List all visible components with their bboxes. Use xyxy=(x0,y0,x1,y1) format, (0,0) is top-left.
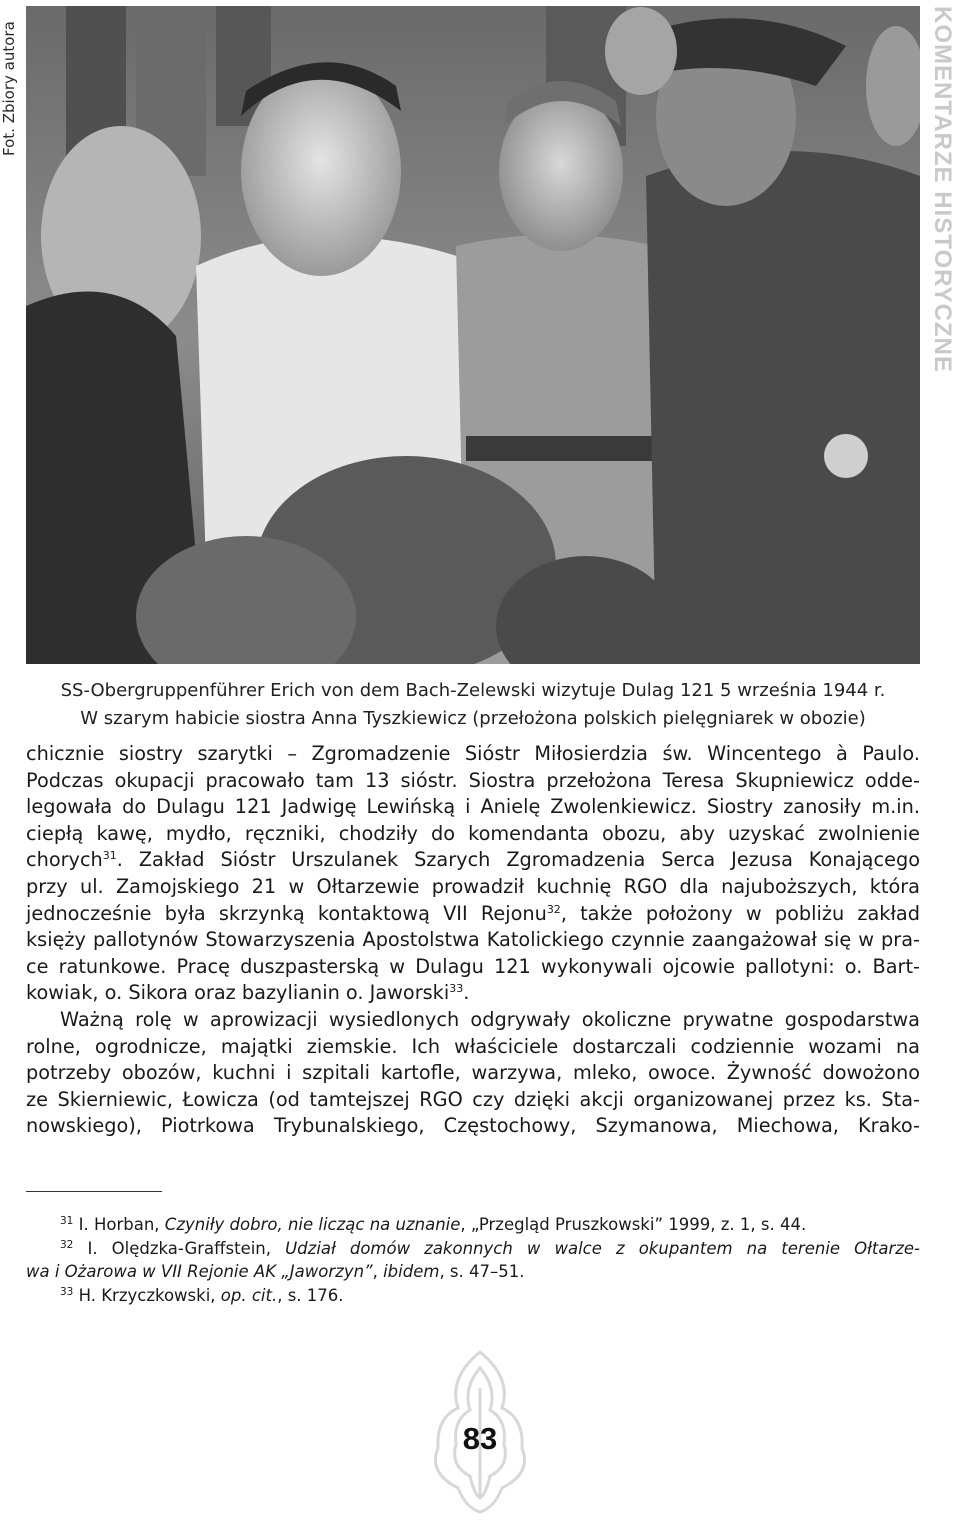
italic-title: op. cit. xyxy=(220,1285,278,1305)
text-segment: chicznie siostry szarytki – Zgromadzenie Sióstr Miłosierdzia św. Wincentego à Paulo. xyxy=(26,742,920,765)
text-segment: księży pallotynów Stowarzyszenia Apostolstwa Katolickiego czynnie zaangażował się w pra- xyxy=(26,928,920,952)
text-segment: , xyxy=(372,1262,384,1281)
text-segment: H. Krzyczkowski, xyxy=(73,1285,221,1305)
text-line xyxy=(26,980,920,1007)
footnote-line xyxy=(26,1237,920,1261)
text-line xyxy=(26,1034,920,1061)
text-line xyxy=(26,847,920,874)
photo-credit: Fot. Zbiory autora xyxy=(0,21,18,156)
italic-title: Czyniły dobro, nie licząc na uznanie xyxy=(164,1215,461,1234)
text-line xyxy=(26,1113,920,1140)
text-segment: nowskiego), Piotrkowa Trybunalskiego, Częstochowy, Szymanowa, Miechowa, Krako- xyxy=(26,1114,920,1138)
footnote-reference: 33 xyxy=(60,1285,74,1298)
text-segment: , „Przegląd Pruszkowski” 1999, z. 1, s. 44. xyxy=(460,1215,807,1234)
text-segment: przy ul. Zamojskiego 21 w Ołtarzewie prowadził kuchnię RGO dla najuboższych, która xyxy=(26,874,920,898)
text-line xyxy=(26,1087,920,1114)
text-segment: Ważną rolę w aprowizacji wysiedlonych odgrywały okoliczne prywatne gospodarstwa xyxy=(60,1007,920,1031)
text-segment: . Zakład Sióstr Urszulanek Szarych Zgromadzenia Serca Jezusa Konającego xyxy=(116,848,920,872)
footnote-reference: 32 xyxy=(60,1238,74,1251)
italic-title: wa i Ożarowa w VII Rejonie AK „Jaworzyn” xyxy=(26,1262,373,1281)
text-line xyxy=(26,954,920,981)
text-segment: legowała do Dulagu 121 Jadwigę Lewińską i Anielę Zwolenkiewicz. Siostry zanosiły m.in. xyxy=(26,795,920,819)
text-line xyxy=(26,741,920,768)
text-segment: Podczas okupacji pracowało tam 13 sióstr. Siostra przełożona Teresa Skupniewicz odde- xyxy=(26,768,920,792)
footnote-reference: 31 xyxy=(60,1215,74,1227)
footnotes xyxy=(26,1213,920,1307)
historical-photograph xyxy=(26,6,920,664)
text-segment: , s. 47–51. xyxy=(439,1262,525,1281)
text-line xyxy=(26,927,920,954)
text-segment: I. Horban, xyxy=(73,1215,165,1234)
footnote-line xyxy=(26,1260,920,1284)
text-segment: rolne, ogrodnicze, majątki ziemskie. Ich właściciele dostarczali codziennie wozami na xyxy=(26,1034,920,1058)
text-segment: jednocześnie była skrzynką kontaktową VII Rejonu xyxy=(26,901,547,925)
text-segment: kowiak, o. Sikora oraz bazylianin o. Jaworski xyxy=(26,981,450,1005)
text-segment: ze Skierniewic, Łowicza (od tamtejszej RGO czy dzięki akcji organizowanej przez ks. Sta- xyxy=(26,1087,920,1111)
text-line xyxy=(26,874,920,901)
text-line xyxy=(26,768,920,795)
text-line xyxy=(26,821,920,848)
text-segment: chorych xyxy=(26,848,103,872)
text-segment: potrzeby obozów, kuchni i szpitali kartofle, warzywa, mleko, owoce. Żywność dowożono xyxy=(26,1061,920,1085)
footnote-divider xyxy=(26,1191,162,1192)
text-segment: I. Olędzka-Graffstein, xyxy=(73,1238,286,1258)
footnote-reference: 31 xyxy=(102,849,117,863)
body-text xyxy=(26,741,920,1140)
text-line xyxy=(26,794,920,821)
text-segment: . xyxy=(463,981,470,1005)
text-line xyxy=(26,1060,920,1087)
footnote-reference: 32 xyxy=(546,902,561,916)
footnote-reference: 33 xyxy=(449,982,464,996)
caption-line: W szarym habicie siostra Anna Tyszkiewicz (przełożona polskich pielęgniarek w obozie) xyxy=(80,708,866,729)
text-segment: , s. 176. xyxy=(277,1285,344,1305)
photo-caption xyxy=(26,677,920,733)
italic-title: ibidem xyxy=(383,1262,440,1281)
caption-line: SS-Obergruppenführer Erich von dem Bach-Zelewski wizytuje Dulag 121 5 września 1944 r. xyxy=(60,680,886,701)
italic-title: Udział domów zakonnych w walce z okupantem na terenie Ołtarze- xyxy=(285,1238,920,1258)
text-segment: ce ratunkowe. Pracę duszpasterską w Dulagu 121 wykonywali ojcowie pallotyni: o. Bart- xyxy=(26,954,920,978)
text-segment: ciepłą kawę, mydło, ręczniki, chodziły do komendanta obozu, aby uzyskać zwolnienie xyxy=(26,821,920,845)
text-line xyxy=(26,901,920,928)
section-title-vertical: KOMENTARZE HISTORYCZNE xyxy=(929,6,956,373)
footnote-line xyxy=(26,1213,920,1237)
footnote-line xyxy=(26,1284,920,1308)
page-number: 83 xyxy=(462,1421,498,1456)
text-line xyxy=(26,1007,920,1034)
text-segment: , także położony w pobliżu zakład xyxy=(560,901,920,925)
photograph-image xyxy=(26,6,920,664)
